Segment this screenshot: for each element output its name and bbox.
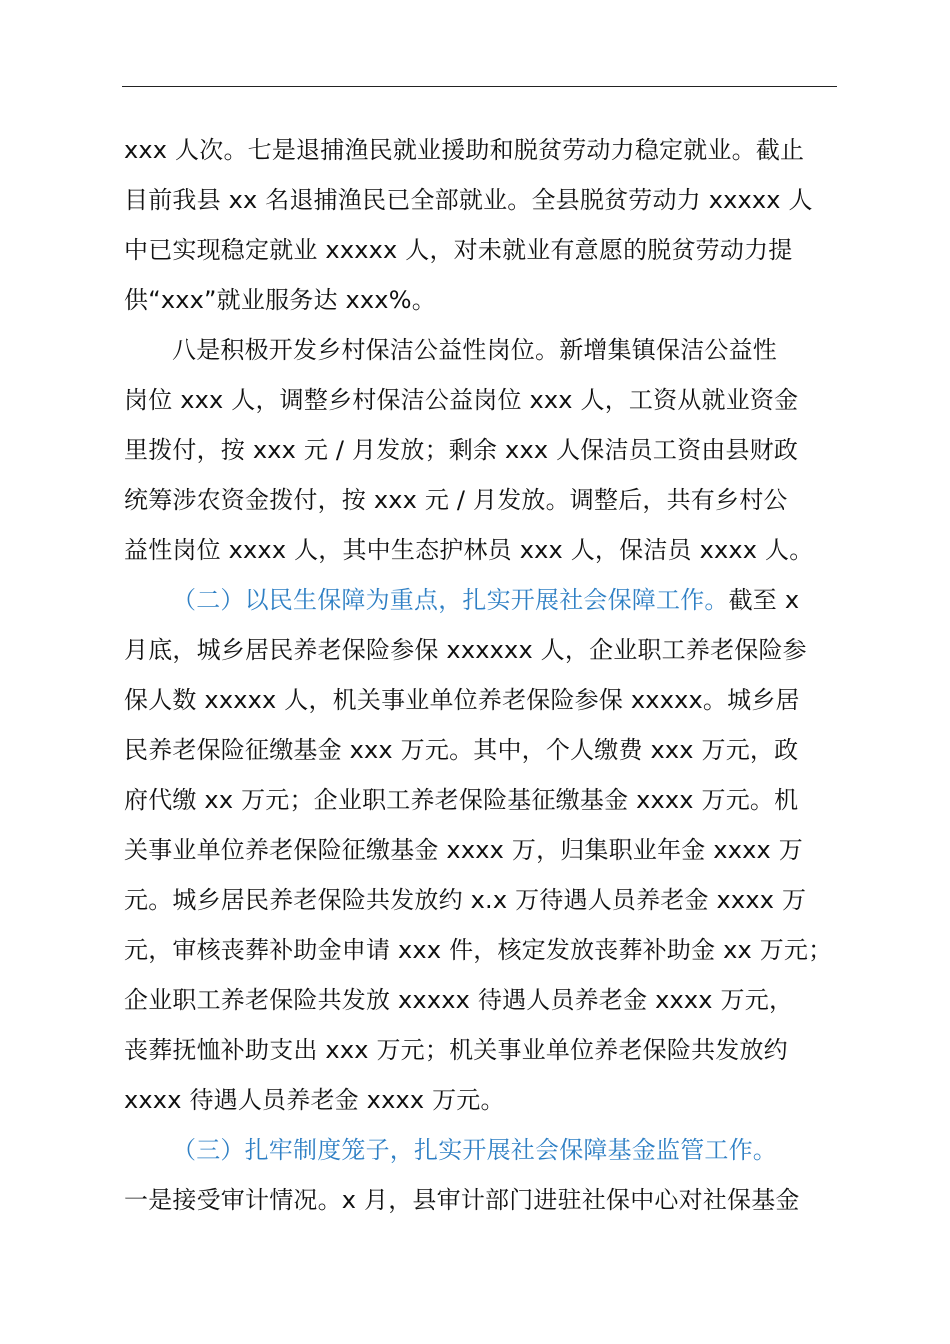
text-line: 元，审核丧葬补助金申请 xxx 件，核定发放丧葬补助金 xx 万元； bbox=[124, 936, 833, 964]
text-line: 统筹涉农资金拨付，按 xxx 元 / 月发放。调整后，共有乡村公 bbox=[124, 486, 788, 514]
text-line: 供“xxx”就业服务达 xxx%。 bbox=[124, 286, 436, 314]
text-line: 益性岗位 xxxx 人，其中生态护林员 xxx 人，保洁员 xxxx 人。 bbox=[124, 536, 814, 564]
paragraph-social-security bbox=[124, 575, 836, 1125]
text-line: xxx 人次。七是退捕渔民就业援助和脱贫劳动力稳定就业。截止 bbox=[124, 136, 805, 164]
text-line: 一是接受审计情况。x 月，县审计部门进驻社保中心对社保基金 bbox=[124, 1186, 800, 1214]
text-line: 民养老保险征缴基金 xxx 万元。其中，个人缴费 xxx 万元，政 bbox=[124, 736, 799, 764]
text-line: 目前我县 xx 名退捕渔民已全部就业。全县脱贫劳动力 xxxxx 人 bbox=[124, 186, 813, 214]
text-line: 关事业单位养老保险征缴基金 xxxx 万，归集职业年金 xxxx 万 bbox=[124, 836, 803, 864]
paragraph-employment-assistance bbox=[124, 125, 836, 325]
text-line: 保人数 xxxxx 人，机关事业单位养老保险参保 xxxxx。城乡居 bbox=[124, 686, 800, 714]
text-line: 丧葬抚恤补助支出 xxx 万元；机关事业单位养老保险共发放约 bbox=[124, 1036, 788, 1064]
text-line: 企业职工养老保险共发放 xxxxx 待遇人员养老金 xxxx 万元， bbox=[124, 986, 794, 1014]
text-line: 里拨付，按 xxx 元 / 月发放；剩余 xxx 人保洁员工资由县财政 bbox=[124, 436, 799, 464]
paragraph-cleaning-positions bbox=[124, 325, 836, 575]
heading-trailing-text: 截至 x bbox=[728, 586, 800, 614]
text-line: 中已实现稳定就业 xxxxx 人，对未就业有意愿的脱贫劳动力提 bbox=[124, 236, 793, 264]
text-line bbox=[124, 575, 836, 625]
section-heading-2: （二）以民生保障为重点，扎实开展社会保障工作。 bbox=[172, 586, 729, 614]
text-line: xxxx 待遇人员养老金 xxxx 万元。 bbox=[124, 1086, 505, 1114]
header-rule bbox=[122, 86, 837, 87]
text-line: 八是积极开发乡村保洁公益性岗位。新增集镇保洁公益性 bbox=[172, 336, 777, 364]
text-line: 岗位 xxx 人，调整乡村保洁公益岗位 xxx 人，工资从就业资金 bbox=[124, 386, 799, 414]
text-line: 元。城乡居民养老保险共发放约 x.x 万待遇人员养老金 xxxx 万 bbox=[124, 886, 807, 914]
text-line: 府代缴 xx 万元；企业职工养老保险基征缴基金 xxxx 万元。机 bbox=[124, 786, 799, 814]
text-line: 月底，城乡居民养老保险参保 xxxxxx 人，企业职工养老保险参 bbox=[124, 636, 807, 664]
section-heading-3: （三）扎牢制度笼子，扎实开展社会保障基金监管工作。 bbox=[172, 1136, 777, 1164]
document-body bbox=[124, 125, 836, 1225]
paragraph-fund-supervision bbox=[124, 1125, 836, 1225]
